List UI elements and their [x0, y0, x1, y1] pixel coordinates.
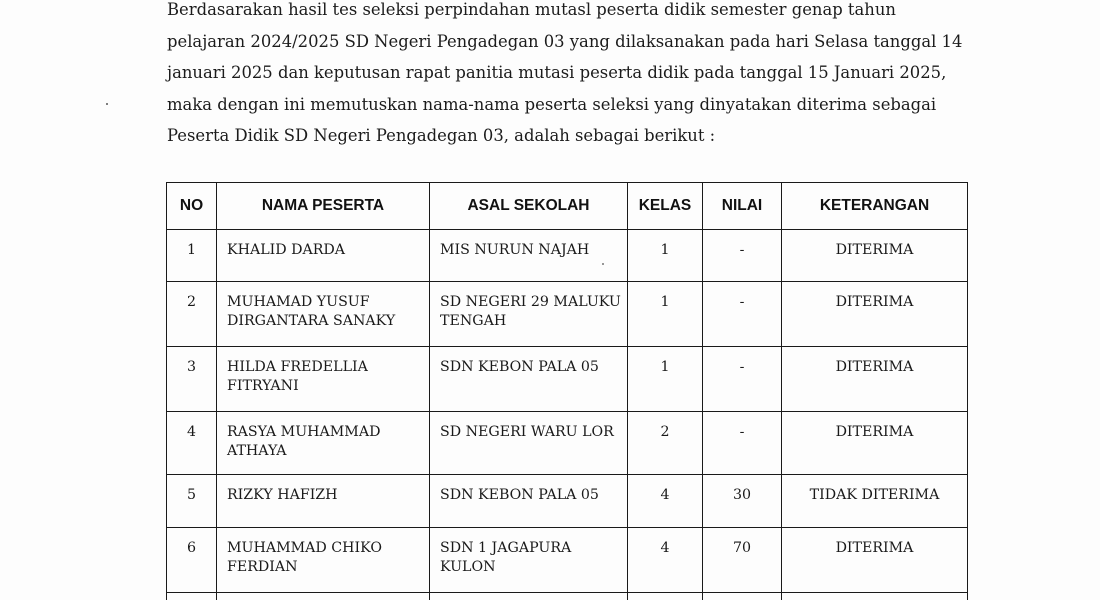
cell-no: 3 [167, 347, 217, 412]
cell-keterangan: DITERIMA [782, 282, 968, 347]
cell-asal: SDN KEBON PALA 05 [430, 347, 628, 412]
cell-empty [167, 593, 217, 600]
header-no: NO [167, 183, 217, 230]
table-row [167, 475, 968, 528]
cell-nama: MUHAMAD YUSUF DIRGANTARA SANAKY [217, 282, 430, 347]
header-kelas: KELAS [628, 183, 703, 230]
table-row [167, 230, 968, 282]
cell-kelas: 1 [628, 282, 703, 347]
cell-empty [782, 593, 968, 600]
header-asal-sekolah: ASAL SEKOLAH [430, 183, 628, 230]
cell-no: 1 [167, 230, 217, 282]
cell-kelas: 1 [628, 230, 703, 282]
cell-keterangan: DITERIMA [782, 347, 968, 412]
table-header-row [167, 183, 968, 230]
cell-empty [628, 593, 703, 600]
intro-line: Berdasarakan hasil tes seleksi perpindahan mutasl peserta didik semester genap tahun [167, 0, 896, 19]
cell-nilai: - [703, 347, 782, 412]
cell-nilai: - [703, 230, 782, 282]
cell-no: 6 [167, 528, 217, 593]
cell-keterangan: DITERIMA [782, 528, 968, 593]
cell-nilai: - [703, 412, 782, 475]
selection-result-table [166, 182, 968, 600]
intro-line: Peserta Didik SD Negeri Pengadegan 03, adalah sebagai berikut : [167, 126, 716, 146]
cell-no: 4 [167, 412, 217, 475]
table-row [167, 528, 968, 593]
cell-asal: SD NEGERI 29 MALUKU TENGAH [430, 282, 628, 347]
table-row-partial [167, 593, 968, 600]
cell-kelas: 4 [628, 475, 703, 528]
cell-kelas: 1 [628, 347, 703, 412]
cell-nama: RIZKY HAFIZH [217, 475, 430, 528]
header-keterangan: KETERANGAN [782, 183, 968, 230]
cell-nilai: - [703, 282, 782, 347]
intro-line: pelajaran 2024/2025 SD Negeri Pengadegan 03 yang dilaksanakan pada hari Selasa tanggal 14 [167, 31, 963, 51]
cell-nilai: 30 [703, 475, 782, 528]
cell-kelas: 2 [628, 412, 703, 475]
cell-nama: MUHAMMAD CHIKO FERDIAN [217, 528, 430, 593]
cell-no: 5 [167, 475, 217, 528]
cell-keterangan: TIDAK DITERIMA [782, 475, 968, 528]
cell-empty [430, 593, 628, 600]
cell-asal: MIS NURUN NAJAH [430, 230, 628, 282]
cell-no: 2 [167, 282, 217, 347]
header-nilai: NILAI [703, 183, 782, 230]
table-row [167, 282, 968, 347]
cell-asal: SDN 1 JAGAPURA KULON [430, 528, 628, 593]
cell-empty [217, 593, 430, 600]
cell-asal: SDN KEBON PALA 05 [430, 475, 628, 528]
cell-nama: KHALID DARDA [217, 230, 430, 282]
table-row [167, 412, 968, 475]
cell-asal: SD NEGERI WARU LOR [430, 412, 628, 475]
table-row [167, 347, 968, 412]
cell-keterangan: DITERIMA [782, 412, 968, 475]
scan-speck [106, 103, 108, 105]
intro-line: januari 2025 dan keputusan rapat panitia mutasi peserta didik pada tanggal 15 Januari 2025, [167, 63, 947, 83]
cell-nama: HILDA FREDELLIA FITRYANI [217, 347, 430, 412]
cell-keterangan: DITERIMA [782, 230, 968, 282]
cell-nilai: 70 [703, 528, 782, 593]
intro-line: maka dengan ini memutuskan nama-nama peserta seleksi yang dinyatakan diterima sebagai [167, 94, 937, 114]
cell-kelas: 4 [628, 528, 703, 593]
cell-nama: RASYA MUHAMMAD ATHAYA [217, 412, 430, 475]
intro-paragraph [167, 0, 967, 152]
cell-empty [703, 593, 782, 600]
header-nama-peserta: NAMA PESERTA [217, 183, 430, 230]
